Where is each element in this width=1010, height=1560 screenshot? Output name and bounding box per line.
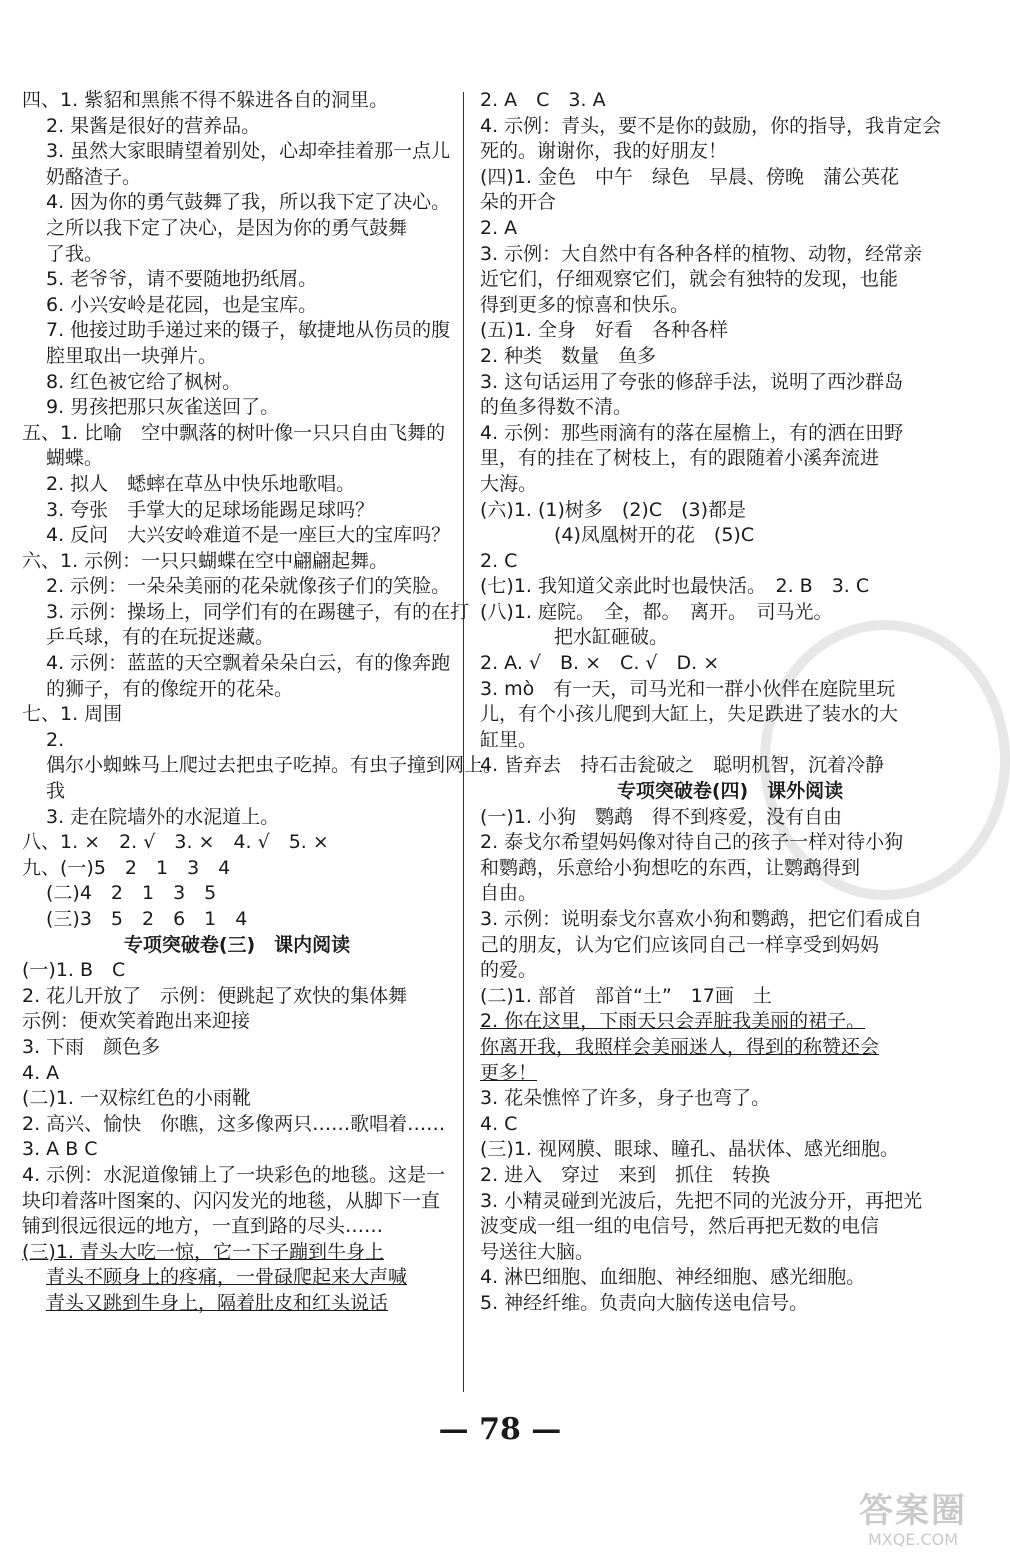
answer-line: 死的。谢谢你，我的好朋友！ [480,140,728,163]
answer-line: (三)1. 视网膜、眼球、瞳孔、晶状体、感光细胞。 [480,1138,899,1161]
answer-line: 5. 老爷爷，请不要随地扔纸屑。 [46,268,318,291]
answer-line: 3. A B C [22,1138,98,1161]
answer-line: 3. 夸张 手掌大的足球场能踢足球吗？ [46,498,375,521]
answer-line: 2. 进入 穿过 来到 抓住 转换 [480,1163,771,1186]
answer-line: 9. 男孩把那只灰雀送回了。 [46,396,280,419]
answer-line: (三)3 5 2 6 1 4 [46,908,248,930]
answer-line: 里，有的挂在了树枝上，有的跟随着小溪奔流进 [480,447,880,470]
answer-line: 的狮子，有的像绽开的花朵。 [46,677,294,700]
answer-line: 4. 示例：青头，要不是你的鼓励，你的指导，我肯定会 [480,114,942,137]
answer-line: 5. 神经纤维。负责向大脑传送电信号。 [480,1291,809,1314]
answer-line: 之所以我下定了决心，是因为你的勇气鼓舞 [46,216,408,239]
answer-line: 3. 示例：操场上，同学们有的在踢毽子，有的在打 [46,600,470,623]
answer-line: (五)1. 全身 好看 各种各样 [480,319,728,342]
answer-line: 九、(一)5 2 1 3 4 [22,856,231,879]
answer-line: (一)1. 小狗 鹦鹉 得不到疼爱，没有自由 [480,805,842,828]
answer-line: 4. 淋巴细胞、血细胞、神经细胞、感光细胞。 [480,1266,866,1289]
answer-line: 近它们，仔细观察它们，就会有独特的发现，也能 [480,268,899,291]
answer-line: 得到更多的惊喜和快乐。 [480,293,690,316]
answer-line: 偶尔小蜘蛛马上爬过去把虫子吃掉。有虫子撞到网上。 [46,754,503,777]
answer-line: 的爱。 [480,959,538,982]
answer-line: 3. mò 有一天，司马光和一群小伙伴在庭院里玩 [480,677,896,700]
answer-line: 和鹦鹉，乐意给小狗想吃的东西，让鹦鹉得到 [480,856,861,879]
answer-line: 八、1. × 2. √ 3. × 4. √ 5. × [22,831,329,854]
answer-line: 6. 小兴安岭是花园，也是宝库。 [46,293,318,316]
answer-line: 的鱼多得数不清。 [480,396,633,419]
answer-line: 2. A [480,216,518,239]
logo-url: MXQE.COM [867,1530,959,1549]
answer-line: 青头不顾身上的疼痛，一骨碌爬起来大声喊 [46,1266,408,1289]
answer-line: 更多！ [480,1061,538,1084]
answer-line: 2. A. √ B. × C. √ D. × [480,652,720,675]
answer-line: (一)1. B C [22,959,126,982]
answer-line: (二)4 2 1 3 5 [46,882,217,905]
answer-line: 2. 示例：一朵朵美丽的花朵就像孩子们的笑脸。 [46,575,451,598]
answer-line: 3. 花朵憔悴了许多，身子也弯了。 [480,1087,771,1110]
answer-line: 4. 反问 大兴安岭难道不是一座巨大的宝库吗？ [46,524,451,547]
answer-line: 8. 红色被它给了枫树。 [46,370,242,393]
answer-line: 2. 种类 数量 鱼多 [480,344,657,367]
answer-line: 3. 虽然大家眼睛望着别处，心却牵挂着那一点儿 [46,140,451,163]
answer-line: 4. 皆弃去 持石击瓮破之 聪明机智，沉着冷静 [480,754,885,777]
answer-line: 块印着落叶图案的、闪闪发光的地毯，从脚下一直 [22,1189,441,1212]
answer-line: 蝴蝶。 [46,447,104,470]
answer-line: 朵的开合 [480,191,557,214]
answer-line: 4. C [480,1112,518,1135]
answer-line: 3. 小精灵碰到光波后，先把不同的光波分开，再把光 [480,1189,923,1212]
answer-line: (三)1. 青头大吃一惊，它一下子蹦到牛身上 [22,1240,384,1263]
answer-line: 2. 果酱是很好的营养品。 [46,114,261,137]
answer-line: 2. A C 3. A [480,89,606,111]
answer-line: 青头又跳到牛身上，隔着肚皮和红头说话 [46,1291,389,1314]
answer-line: 波变成一组一组的电信号，然后再把无数的电信 [480,1215,880,1238]
site-logo [838,1492,988,1552]
answer-line: 3. 下雨 颜色多 [22,1035,161,1058]
answer-line: 了我。 [46,242,104,265]
answer-line: (二)1. 部首 部首“土” 17画 土 [480,984,772,1007]
answer-line: 2. 你在这里，下雨天只会弄脏我美丽的裙子。 [480,1010,866,1033]
answer-line: (六)1. (1)树多 (2)C (3)都是 [480,498,747,521]
answer-line: 2. C [480,549,518,572]
answer-line: 我 [46,780,66,803]
answer-line: 专项突破卷(四) 课外阅读 [616,780,844,803]
answer-line: 四、1. 紫貂和黑熊不得不躲进各自的洞里。 [22,89,389,111]
answer-line: (八)1. 庭院。 全，都。 离开。 司马光。 [480,600,833,623]
answer-line: 2. 花儿开放了 示例：便跳起了欢快的集体舞 [22,984,408,1007]
answer-line: 3. 示例：说明泰戈尔喜欢小狗和鹦鹉，把它们看成自 [480,908,923,930]
answer-line: 4. A [22,1061,60,1084]
answer-line: 4. 示例：水泥道像铺上了一块彩色的地毯。这是一 [22,1163,446,1186]
answer-line: 大海。 [480,472,538,495]
answer-line: 2. 拟人 蟋蟀在草丛中快乐地歌唱。 [46,472,356,495]
answer-line: 自由。 [480,882,538,905]
answer-line: 五、1. 比喻 空中飘落的树叶像一只只自由飞舞的 [22,421,446,444]
answer-line: (二)1. 一双棕红色的小雨靴 [22,1087,251,1110]
answer-line: 号送往大脑。 [480,1240,595,1263]
answer-line: 3. 示例：大自然中有各种各样的植物、动物，经常亲 [480,242,923,265]
answer-line: (七)1. 我知道父亲此时也最快活。 2. B 3. C [480,575,870,598]
page-number: — 78 — [438,1412,562,1447]
answer-line: 2. [46,728,65,751]
answer-line: 4. 示例：那些雨滴有的落在屋檐上，有的洒在田野 [480,421,904,444]
answer-line: 2. 高兴、愉快 你瞧，这多像两只……歌唱着…… [22,1112,446,1135]
right-column [480,88,980,1317]
answer-line: 3. 这句话运用了夸张的修辞手法，说明了西沙群岛 [480,370,904,393]
answer-line: 缸里。 [480,728,538,751]
answer-line: 乒乓球，有的在玩捉迷藏。 [46,626,275,649]
logo-text: 答案圈 [859,1491,967,1531]
answer-line: 专项突破卷(三) 课内阅读 [123,933,351,956]
answer-line: 七、1. 周围 [22,703,123,726]
answer-line: 奶酪渣子。 [46,165,142,188]
answer-line: 把水缸砸破。 [554,626,669,649]
answer-line: (4)凤凰树开的花 (5)C [554,524,755,547]
answer-line: 2. 泰戈尔希望妈妈像对待自己的孩子一样对待小狗 [480,831,904,854]
answer-line: 己的朋友，认为它们应该同自己一样享受到妈妈 [480,933,880,956]
answer-line: 腔里取出一块弹片。 [46,344,218,367]
answer-line: 六、1. 示例：一只只蝴蝶在空中翩翩起舞。 [22,549,389,572]
answer-line: 7. 他接过助手递过来的镊子，敏捷地从伤员的腹 [46,319,451,342]
answer-line: 4. 示例：蓝蓝的天空飘着朵朵白云，有的像奔跑 [46,652,451,675]
answer-line: 4. 因为你的勇气鼓舞了我，所以我下定了决心。 [46,191,451,214]
answer-line: 示例：便欢笑着跑出来迎接 [22,1010,251,1033]
answer-line: 铺到很远很远的地方，一直到路的尽头…… [22,1215,384,1238]
answer-line: (四)1. 金色 中午 绿色 早晨、傍晚 蒲公英花 [480,165,899,188]
answer-line: 你离开我，我照样会美丽迷人，得到的称赞还会 [480,1035,880,1058]
answer-line: 儿，有个小孩儿爬到大缸上，失足跌进了装水的大 [480,703,899,726]
answer-line: 3. 走在院墙外的水泥道上。 [46,805,280,828]
column-divider [463,92,464,1392]
